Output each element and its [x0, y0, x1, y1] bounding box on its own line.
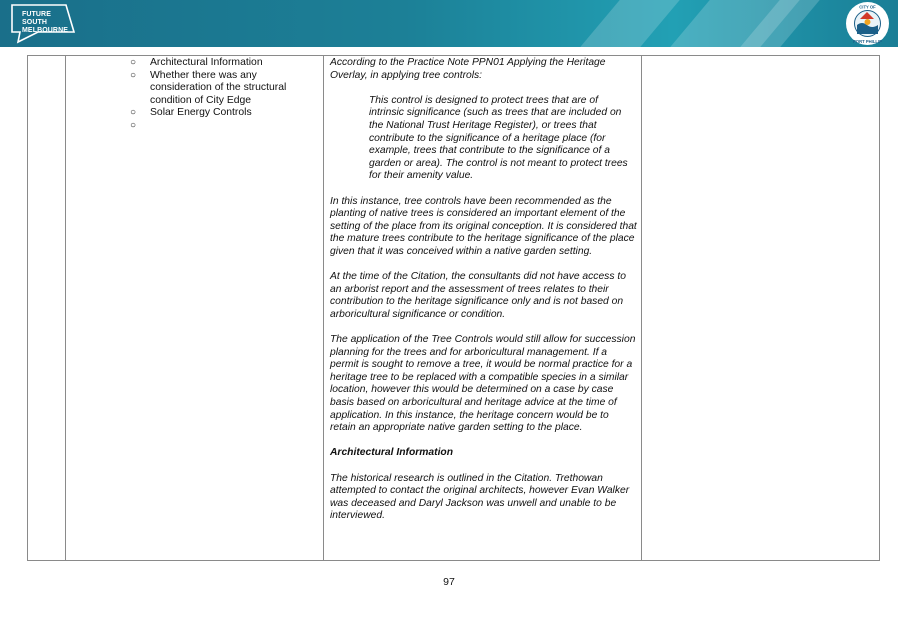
practice-note-quote: This control is designed to protect trees that are of intrinsic significance (such as trees that are included on the National Trust Heritage Register), or trees that contribute to the significance of a heritage place (for example, trees that contribute to the significance of a garden or area). The control is not meant to protect trees for their amenity value. — [369, 94, 628, 182]
historical-research-paragraph: The historical research is outlined in the Citation. Trethowan attempted to contact the original architects, however Evan Walker was deceased and Daryl Jackson was unwell and unable to be interviewed. — [330, 472, 630, 522]
list-item: ○ Solar Energy Controls — [130, 107, 252, 119]
header-banner — [0, 0, 898, 47]
arborist-paragraph: At the time of the Citation, the consultants did not have access to an arborist report and the assessment of trees relates to their contribution to the heritage significance only and is not based on arboricultural significance or condition. — [330, 271, 626, 320]
hollow-circle-bullet-icon: ○ — [130, 107, 137, 119]
seal-top-text: CITY OF — [859, 4, 876, 10]
section-heading: Architectural Information — [330, 447, 454, 459]
table-row — [28, 56, 880, 561]
hollow-circle-bullet-icon: ○ — [130, 119, 137, 131]
city-of-port-phillip-seal-icon — [845, 1, 890, 46]
logo-wordmark: FUTURE SOUTH MELBOURNE — [22, 11, 69, 34]
seal-bottom-text: PORT PHILLIP — [853, 39, 882, 44]
number-cell — [28, 56, 66, 561]
page-number: 97 — [443, 576, 455, 588]
recommendation-cell — [642, 56, 880, 561]
issue-list — [66, 57, 323, 133]
intro-paragraph: According to the Practice Note PPN01 Applying the Heritage Overlay, in applying tree controls: — [330, 57, 606, 81]
list-item — [66, 120, 323, 133]
succession-paragraph: The application of the Tree Controls would still allow for succession planning for the trees and for arboricultural management. If a permit is sought to remove a tree, it would be normal practice for a heritage tree to be replaced with a compatible species in a similar location, however this would be determined on a case by case basis based on arboricultural and heritage advice at the time of application. In this instance, the heritage concern would be to retain an appropriate native garden setting to the place. — [330, 334, 636, 434]
issues-cell — [66, 56, 324, 561]
list-item: ○ Whether there was any consideration of the structural condition of City Edge — [130, 69, 287, 106]
hollow-circle-bullet-icon: ○ — [130, 57, 137, 68]
list-item: ○ Architectural Information — [130, 57, 263, 68]
tree-controls-paragraph: In this instance, tree controls have been recommended as the planting of native trees is considered an important element of the setting of the place from its original conception. It is considered that the mature trees contribute to the heritage significance of the place given that it was conceived within a native garden setting. — [330, 195, 637, 257]
submission-table — [27, 55, 880, 561]
response-cell — [324, 56, 642, 561]
hollow-circle-bullet-icon: ○ — [130, 69, 137, 81]
